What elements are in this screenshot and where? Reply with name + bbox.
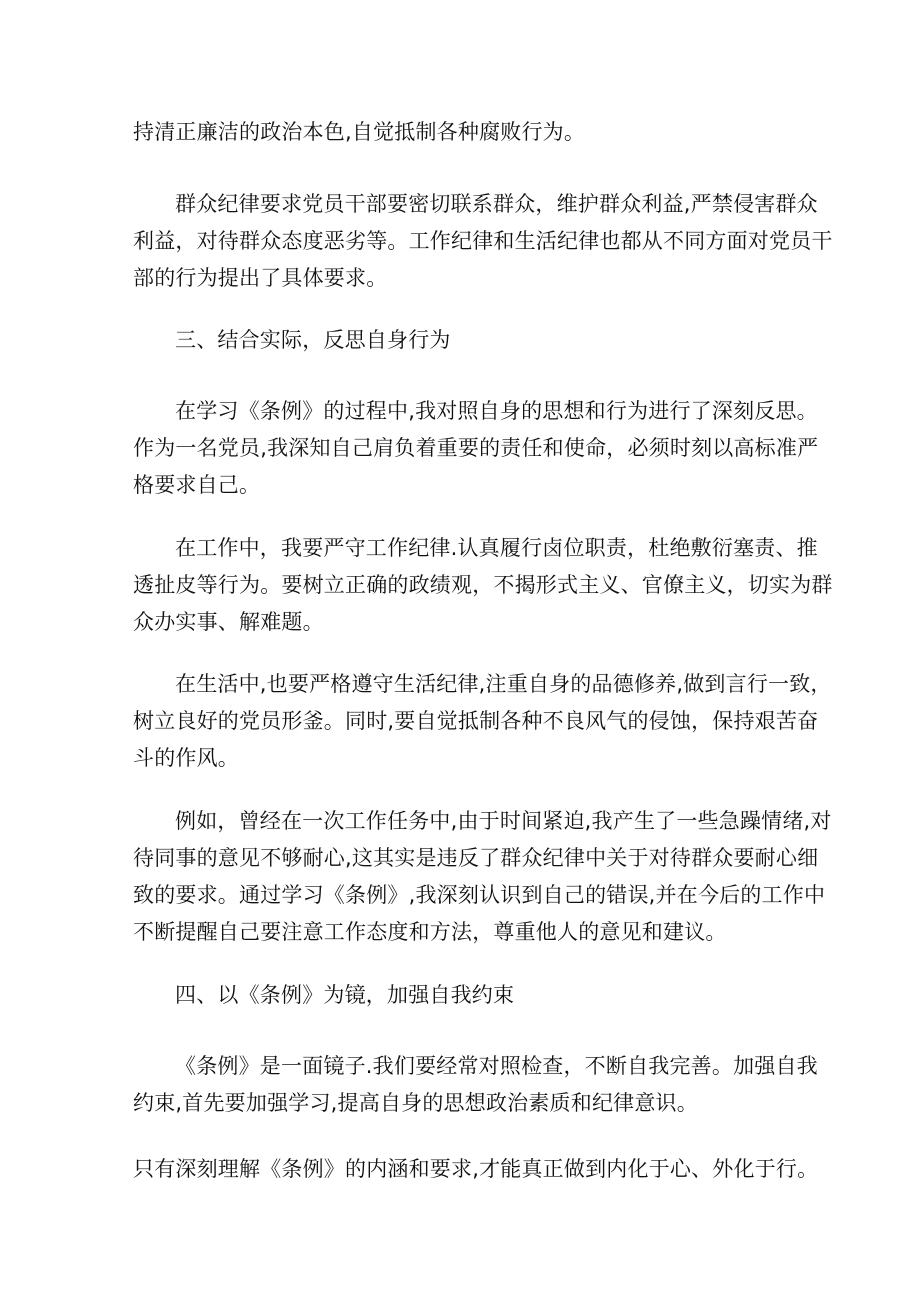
text-line: 只有深刻理解《条例》的内涵和要求,才能真正做到内化于心、外化于行。 bbox=[133, 1157, 819, 1181]
text-line: 在工作中，我要严守工作纪律.认真履行卤位职责，杜绝敷衍塞责、推 bbox=[175, 536, 818, 560]
text-line: 《条例》是一面镜子.我们要经常对照检查，不断自我完善。加强自我 bbox=[175, 1054, 818, 1078]
text-line: 持清正廉洁的政治本色,自觉抵制各种腐败行为。 bbox=[133, 120, 586, 144]
text-line: 部的行为提出了具体要求。 bbox=[133, 266, 388, 290]
paragraph-example bbox=[133, 803, 832, 951]
text-line: 群众纪律要求党员干部要密切联系群众，维护群众利益,严禁侵害群众 bbox=[175, 192, 818, 216]
paragraph-work bbox=[133, 530, 833, 641]
paragraph-conclusion bbox=[133, 1151, 819, 1188]
text-line: 致的要求。通过学习《条例》,我深刻认识到自己的错误,并在今后的工作中 bbox=[133, 883, 826, 907]
text-line: 斗的作风。 bbox=[133, 746, 239, 770]
text-line: 树立良好的党员形釜。同时,要自觉抵制各种不良风气的侵蚀，保持艰苦奋 bbox=[133, 709, 819, 733]
text-line: 不断提醒自己要注意工作态度和方法，尊重他人的意见和建议。 bbox=[133, 920, 727, 944]
text-line: 利益，对待群众态度恶劣等。工作纪律和生活纪律也都从不同方面对党员干 bbox=[133, 229, 833, 253]
heading-text: 四、以《条例》为镜，加强自我约束 bbox=[175, 983, 515, 1007]
section-heading-4 bbox=[133, 977, 793, 1014]
text-line: 在学习《条例》的过程中,我对照自身的思想和行为进行了深刻反思。 bbox=[175, 399, 818, 423]
paragraph-reflection bbox=[133, 393, 819, 504]
paragraph-continuation bbox=[133, 114, 793, 151]
text-line: 众办实事、解难题。 bbox=[133, 610, 324, 634]
text-line: 待同事的意见不够耐心,这其实是违反了群众纪律中关于对待群众要耐心细 bbox=[133, 846, 819, 870]
text-line: 作为一名党员,我深知自己肩负着重要的责任和使命，必须时刻以高标准严 bbox=[133, 436, 819, 460]
paragraph-life bbox=[133, 666, 832, 777]
section-heading-3 bbox=[133, 322, 793, 359]
text-line: 格要求自己。 bbox=[133, 473, 261, 497]
heading-text: 三、结合实际，反思自身行为 bbox=[175, 328, 451, 352]
text-line: 透扯皮等行为。要树立正确的政绩观，不揭形式主义、官僚主义，切实为群 bbox=[133, 573, 833, 597]
text-line: 约束,首先要加强学习,提高自身的思想政治素质和纪律意识。 bbox=[133, 1091, 698, 1115]
paragraph-mirror bbox=[133, 1048, 818, 1122]
paragraph-mass-discipline bbox=[133, 186, 833, 297]
text-line: 在生活中,也要严格遵守生活纪律,注重自身的品德修养,做到言行一致， bbox=[175, 672, 832, 696]
text-line: 例如，曾经在一次工作任务中,由于时间紧迫,我产生了一些急躁情绪,对 bbox=[175, 809, 832, 833]
